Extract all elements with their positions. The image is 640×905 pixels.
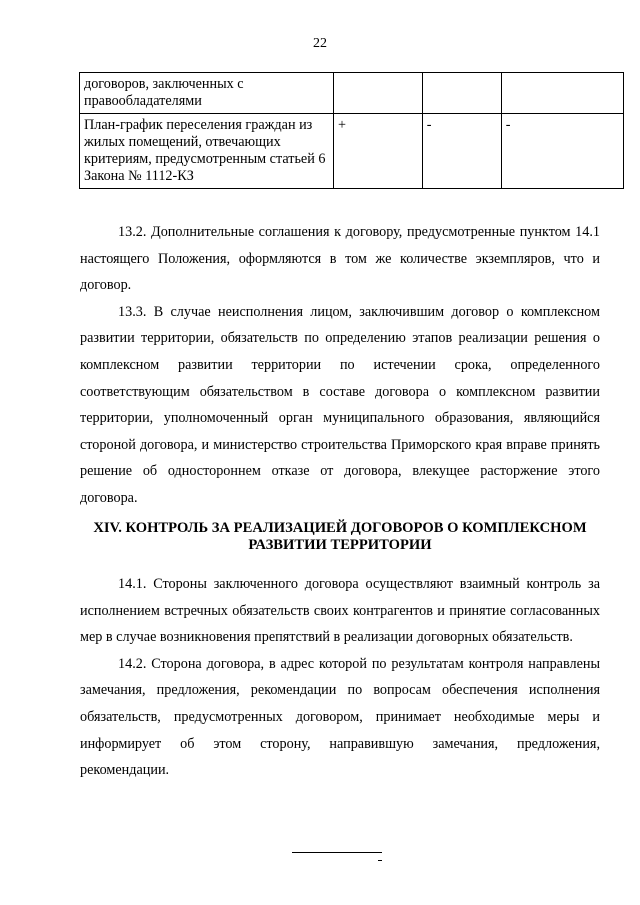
paragraph-13-3: 13.3. В случае неисполнения лицом, заключившим договор о комплексном развитии территории, обязательств по определению этапов реализации решения о комплексном развитии территории по истечении срока, определенного соответствующим обязательством в составе договора о комплексном развитии территории, уполномоченный орган муниципального образования, являющийся стороной договора, и министерство строительства Приморского края вправе принять решение об одностороннем отказе от договора, влекущее расторжение этого договора. <box>80 303 600 506</box>
table-cell: - <box>501 114 623 189</box>
table-row <box>80 73 624 114</box>
paragraphs-section-13 <box>80 219 600 512</box>
footnote-dash <box>378 860 382 861</box>
table-cell: + <box>333 114 422 189</box>
section-heading-xiv <box>80 520 600 554</box>
paragraph-14-2: 14.2. Сторона договора, в адрес которой по результатам контроля направлены замечания, предложения, рекомендации по вопросам обеспечения исполнения обязательств, предусмотренных договором, принимает необходимые меры и информирует об этом сторону, направившую замечания, предложения, рекомендации. <box>80 655 600 779</box>
footnote-separator <box>292 852 382 853</box>
paragraph-14-1: 14.1. Стороны заключенного договора осуществляют взаимный контроль за исполнением встречных обязательств своих контрагентов и принятие согласованных мер в случае возникновения препятствий в реализации договорных обязательств. <box>80 576 600 646</box>
page-number: 22 <box>313 36 327 51</box>
section-heading-line: XIV. КОНТРОЛЬ ЗА РЕАЛИЗАЦИЕЙ ДОГОВОРОВ О КОМПЛЕКСНОМ <box>93 520 587 536</box>
table-row <box>80 114 624 189</box>
document-table <box>79 72 624 189</box>
paragraphs-section-14 <box>80 571 600 784</box>
paragraph-13-2: 13.2. Дополнительные соглашения к договору, предусмотренные пунктом 14.1 настоящего Положения, оформляются в том же количестве экземпляров, что и договор. <box>80 224 600 294</box>
table-cell: - <box>422 114 501 189</box>
section-heading-line: РАЗВИТИИ ТЕРРИТОРИИ <box>248 537 432 553</box>
table-cell <box>422 73 501 114</box>
table-cell: План-график переселения граждан из жилых помещений, отвечающих критериям, предусмотренным статьей 6 Закона № 1112-КЗ <box>80 114 334 189</box>
table-cell <box>333 73 422 114</box>
table-cell: договоров, заключенных с правообладателями <box>80 73 334 114</box>
table-cell <box>501 73 623 114</box>
